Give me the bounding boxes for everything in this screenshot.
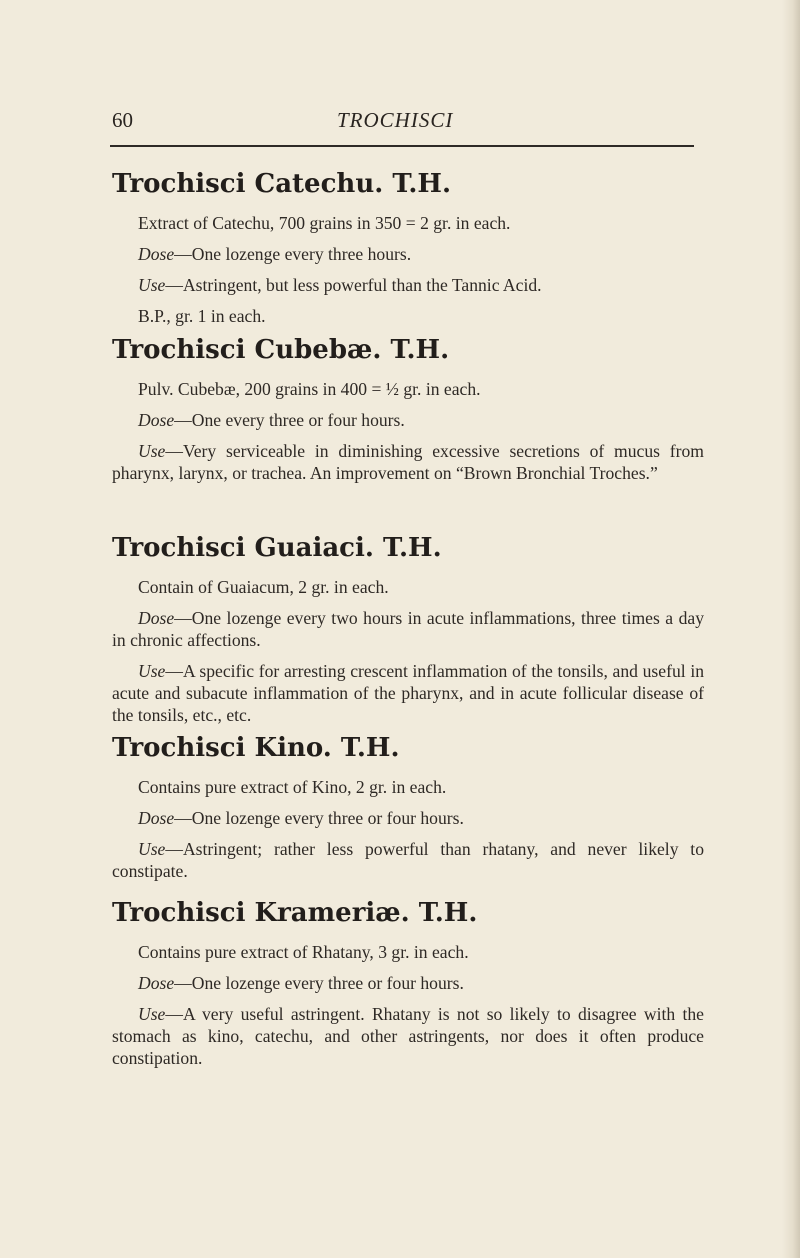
dose-text: —One lozenge every two hours in acute inflammations, three times a day in chronic affections.: [112, 608, 704, 650]
use-label: Use: [138, 839, 166, 859]
use-label: Use: [138, 275, 166, 295]
dose-text: —One lozenge every three hours.: [174, 244, 412, 264]
page-edge-shadow: [782, 0, 800, 1258]
use-text: —Astringent; rather less powerful than rhatany, and never likely to constipate.: [112, 839, 704, 881]
entry-composition: Contain of Guaiacum, 2 gr. in each.: [138, 577, 389, 597]
entry-use: [112, 660, 704, 726]
page-number: 60: [112, 108, 133, 132]
entry-guaiaci: [112, 532, 704, 726]
dose-text: —One lozenge every three or four hours.: [174, 973, 464, 993]
header-rule: [110, 145, 694, 147]
entry-composition: Pulv. Cubebæ, 200 grains in 400 = ½ gr. in each.: [138, 379, 481, 399]
entry-composition: Contains pure extract of Rhatany, 3 gr. in each.: [138, 942, 469, 962]
dose-label: Dose: [138, 410, 175, 430]
entry-dose: [112, 972, 704, 994]
entry-dose: [112, 243, 704, 265]
use-text: —A very useful astringent. Rhatany is not so likely to disagree with the stomach as kino, catechu, and other astringents, nor does it often produce constipation.: [112, 1004, 704, 1068]
entry-title: Trochisci Kino. T.H.: [112, 733, 400, 763]
entry-composition: Contains pure extract of Kino, 2 gr. in each.: [138, 777, 447, 797]
entry-title: Trochisci Catechu. T.H.: [112, 169, 452, 199]
entry-dose: [112, 807, 704, 829]
dose-label: Dose: [138, 808, 175, 828]
dose-label: Dose: [138, 973, 175, 993]
dose-text: —One every three or four hours.: [174, 410, 405, 430]
entry-title: Trochisci Guaiaci. T.H.: [112, 533, 442, 563]
entry-title: Trochisci Krameriæ. T.H.: [112, 898, 478, 928]
dose-text: —One lozenge every three or four hours.: [174, 808, 464, 828]
entry-krameriae: [112, 897, 704, 1069]
entry-use: [112, 440, 704, 484]
running-head: TROCHISCI: [337, 108, 454, 132]
entry-cubebae: [112, 334, 704, 484]
entry-title: Trochisci Cubebæ. T.H.: [112, 335, 450, 365]
use-label: Use: [138, 441, 166, 461]
use-label: Use: [138, 661, 166, 681]
dose-label: Dose: [138, 608, 175, 628]
use-text: —Very serviceable in diminishing excessive secretions of mucus from pharynx, larynx, or trachea. An improvement on “Brown Bronchial Troches.”: [112, 441, 704, 483]
entry-use: [112, 838, 704, 882]
page-header: [112, 108, 692, 138]
entry-dose: [112, 607, 704, 651]
entry-dose: [112, 409, 704, 431]
use-text: —Astringent, but less powerful than the Tannic Acid.: [165, 275, 542, 295]
entry-composition: Extract of Catechu, 700 grains in 350 = 2 gr. in each.: [138, 213, 511, 233]
entry-catechu: [112, 168, 704, 327]
use-label: Use: [138, 1004, 166, 1024]
entry-use: [112, 1003, 704, 1069]
dose-label: Dose: [138, 244, 175, 264]
entry-use: [112, 274, 704, 296]
use-text: —A specific for arresting crescent inflammation of the tonsils, and useful in acute and subacute inflammation of the pharynx, and in acute follicular disease of the tonsils, etc., etc.: [112, 661, 704, 725]
entry-kino: [112, 732, 704, 882]
entry-extra: B.P., gr. 1 in each.: [138, 306, 266, 326]
